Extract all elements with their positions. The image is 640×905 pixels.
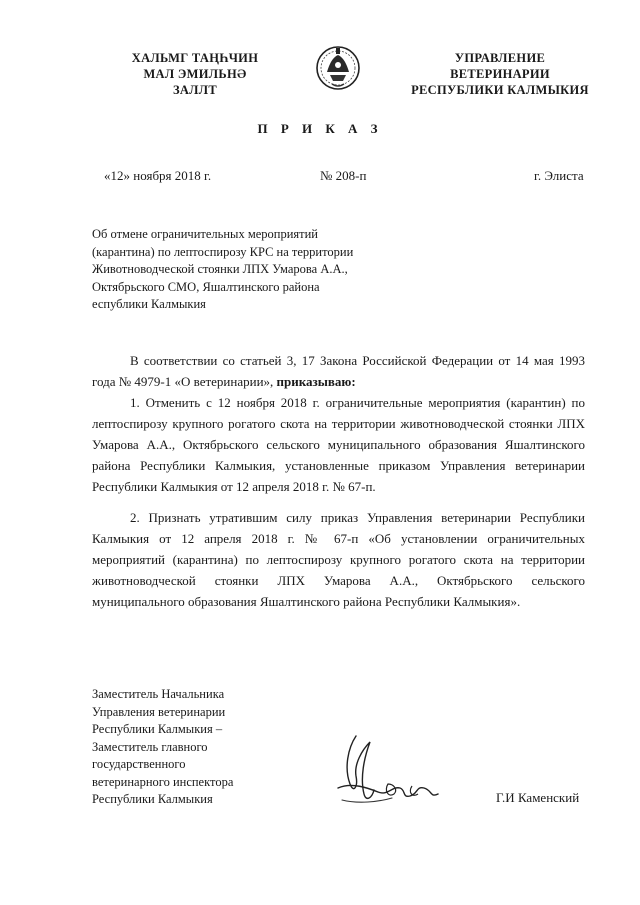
coat-of-arms-icon [315,42,361,94]
header-organization-name [400,50,600,98]
header-right-line: УПРАВЛЕНИЕ [454,51,546,65]
position-line: государственного [92,757,186,771]
subject-line: Животноводческой стоянки ЛПХ Умарова А.А., [92,262,348,276]
subject-line: Об отмене ограничительных мероприятий [92,227,319,241]
position-line: Заместитель Начальника [92,687,225,701]
order-date: «12» ноября 2018 г. [104,168,212,183]
subject-line: (карантина) по лептоспирозу КРС на территории [92,244,354,259]
position-line: ветеринарного инспектора [92,774,234,789]
header-left-line: ЗАЛЛТ [172,83,218,97]
position-line: Республики Калмыкия – [92,722,223,736]
signer-name: Г.И Каменский [496,790,580,805]
header-left-line: МАЛ ЭМИЛЬНӘ [143,67,247,81]
order-number: № 208-п [320,168,367,183]
handwritten-signature [318,728,448,814]
header-right-line: ВЕТЕРИНАРИИ [450,67,550,81]
signatory-position [92,686,233,809]
order-subject [92,226,422,314]
subject-line: Октябрьского СМО, Яшалтинского района [92,279,320,294]
preamble-paragraph [92,350,585,392]
preamble-text: В соответствии со статьей 3, 17 Закона Российской Федерации от 14 мая 1993 года № 4979-1 «О ветеринарии», [92,353,585,389]
position-line: Заместитель главного [92,739,208,754]
header-left-line: ХАЛЬМГ ТАҢҺЧИН [131,51,259,65]
position-line: Управления ветеринарии [92,704,226,719]
document-title: П Р И К А З [257,121,383,136]
position-line: Республики Калмыкия [92,792,213,806]
header-kalmyk-name [100,50,290,98]
order-city: г. Элиста [534,168,584,183]
header-right-line: РЕСПУБЛИКИ КАЛМЫКИЯ [411,83,589,97]
order-item-2: 2. Признать утратившим силу приказ Управления ветеринарии Республики Калмыкия от 12 апреля 2018 г. № 67-п «Об установлении ограничительных мероприятий (карантина) по лептоспирозу крупного рогатого скота на территории животноводческой стоянки ЛПХ Умарова А.А., Октябрьского сельского муниципального образования Яшалтинского района Республики Калмыкия». [92,510,585,609]
order-verb: приказываю: [276,374,356,389]
subject-line: еспублики Калмыкия [92,297,206,311]
order-body [92,350,585,612]
order-item-1: 1. Отменить с 12 ноября 2018 г. ограничительные мероприятия (карантин) по лептоспирозу крупного рогатого скота на территории животноводческой стоянки ЛПХ Умарова А.А., Октябрьского сельского муниципального образования Яшалтинского района Республики Калмыкия, установленные приказом Управления ветеринарии Республики Калмыкия от 12 апреля 2018 г. № 67-п. [92,395,585,494]
